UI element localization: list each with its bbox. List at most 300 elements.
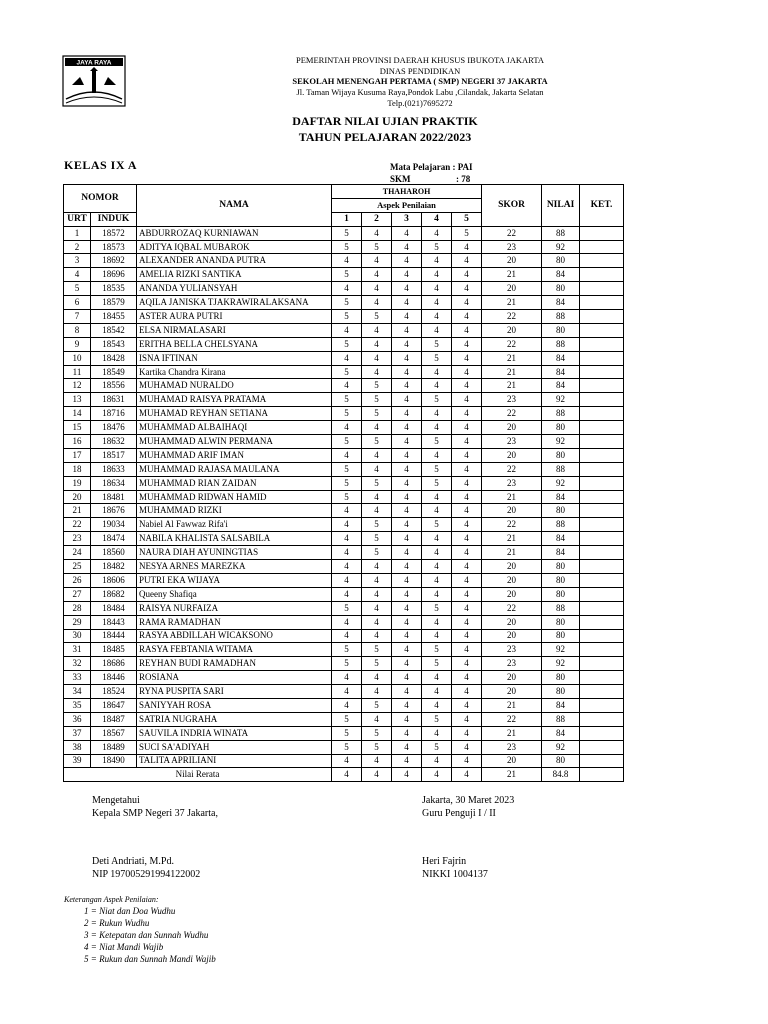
row-induk: 18682 (91, 587, 137, 601)
row-nilai: 92 (542, 657, 580, 671)
row-nama: MUHAMMAD RIAN ZAIDAN (137, 476, 332, 490)
row-aspek-2: 5 (362, 546, 392, 560)
row-nama: RASYA FEBTANIA WITAMA (137, 643, 332, 657)
row-induk: 18489 (91, 740, 137, 754)
row-aspek-2: 4 (362, 504, 392, 518)
header-address: Jl. Taman Wijaya Kusuma Raya,Pondok Labu ,Cilandak, Jakarta Selatan (296, 87, 544, 97)
row-aspek-4: 5 (422, 601, 452, 615)
row-skor: 22 (482, 226, 542, 240)
row-skor: 20 (482, 685, 542, 699)
row-skor: 21 (482, 490, 542, 504)
row-induk: 18487 (91, 712, 137, 726)
row-aspek-3: 4 (392, 546, 422, 560)
row-aspek-4: 4 (422, 698, 452, 712)
row-aspek-2: 4 (362, 754, 392, 768)
average-label: Nilai Rerata (64, 768, 332, 782)
sig-right-date: Jakarta, 30 Maret 2023 (422, 795, 515, 806)
row-aspek-5: 4 (452, 532, 482, 546)
grades-table (63, 184, 624, 782)
row-aspek-2: 4 (362, 337, 392, 351)
row-urt: 1 (64, 226, 91, 240)
row-urt: 7 (64, 310, 91, 324)
row-urt: 18 (64, 462, 91, 476)
row-aspek-1: 5 (332, 240, 362, 254)
legend-item: 4 = Niat Mandi Wajib (84, 942, 164, 952)
row-urt: 15 (64, 421, 91, 435)
row-nilai: 84 (542, 532, 580, 546)
table-row (64, 601, 624, 615)
row-nama: REYHAN BUDI RAMADHAN (137, 657, 332, 671)
row-nilai: 84 (542, 351, 580, 365)
row-ket (580, 573, 624, 587)
row-aspek-4: 4 (422, 629, 452, 643)
row-aspek-4: 4 (422, 254, 452, 268)
row-nilai: 84 (542, 490, 580, 504)
row-aspek-4: 5 (422, 476, 452, 490)
header-aspek-4: 4 (422, 212, 452, 226)
table-row (64, 615, 624, 629)
row-skor: 23 (482, 393, 542, 407)
row-aspek-5: 4 (452, 282, 482, 296)
row-aspek-5: 4 (452, 685, 482, 699)
row-urt: 17 (64, 448, 91, 462)
row-aspek-4: 4 (422, 296, 452, 310)
row-nama: ASTER AURA PUTRI (137, 310, 332, 324)
header-school-name: SEKOLAH MENENGAH PERTAMA ( SMP) NEGERI 37 JAKARTA (292, 76, 548, 86)
row-urt: 37 (64, 726, 91, 740)
row-aspek-4: 4 (422, 754, 452, 768)
row-urt: 35 (64, 698, 91, 712)
average-aspek-3: 4 (392, 768, 422, 782)
row-aspek-3: 4 (392, 532, 422, 546)
row-urt: 34 (64, 685, 91, 699)
row-urt: 29 (64, 615, 91, 629)
row-aspek-5: 4 (452, 560, 482, 574)
row-urt: 24 (64, 546, 91, 560)
row-nilai: 88 (542, 226, 580, 240)
row-aspek-2: 4 (362, 560, 392, 574)
row-ket (580, 226, 624, 240)
row-urt: 14 (64, 407, 91, 421)
row-nilai: 80 (542, 587, 580, 601)
row-urt: 38 (64, 740, 91, 754)
row-ket (580, 351, 624, 365)
row-nama: RAMA RAMADHAN (137, 615, 332, 629)
row-aspek-4: 5 (422, 518, 452, 532)
row-nama: SUCI SA'ADIYAH (137, 740, 332, 754)
row-ket (580, 712, 624, 726)
row-aspek-3: 4 (392, 601, 422, 615)
table-row (64, 310, 624, 324)
row-aspek-4: 5 (422, 462, 452, 476)
row-aspek-5: 4 (452, 310, 482, 324)
row-aspek-5: 4 (452, 351, 482, 365)
table-row (64, 337, 624, 351)
row-aspek-1: 4 (332, 282, 362, 296)
table-row (64, 365, 624, 379)
row-nilai: 80 (542, 685, 580, 699)
row-nilai: 84 (542, 379, 580, 393)
row-aspek-1: 5 (332, 226, 362, 240)
row-aspek-1: 5 (332, 310, 362, 324)
row-aspek-2: 4 (362, 282, 392, 296)
row-urt: 31 (64, 643, 91, 657)
row-aspek-3: 4 (392, 615, 422, 629)
row-aspek-3: 4 (392, 657, 422, 671)
row-induk: 19034 (91, 518, 137, 532)
row-induk: 18686 (91, 657, 137, 671)
row-nilai: 80 (542, 282, 580, 296)
row-aspek-4: 4 (422, 726, 452, 740)
row-aspek-2: 4 (362, 448, 392, 462)
row-aspek-5: 4 (452, 448, 482, 462)
legend-item: 5 = Rukun dan Sunnah Mandi Wajib (84, 954, 216, 964)
row-aspek-3: 4 (392, 560, 422, 574)
row-nilai: 84 (542, 365, 580, 379)
row-ket (580, 726, 624, 740)
row-aspek-2: 5 (362, 476, 392, 490)
row-aspek-3: 4 (392, 226, 422, 240)
row-aspek-4: 4 (422, 226, 452, 240)
row-nilai: 84 (542, 546, 580, 560)
row-induk: 18476 (91, 421, 137, 435)
header-aspek-2: 2 (362, 212, 392, 226)
row-aspek-1: 5 (332, 337, 362, 351)
row-aspek-3: 4 (392, 462, 422, 476)
row-aspek-5: 4 (452, 698, 482, 712)
average-aspek-5: 4 (452, 768, 482, 782)
row-aspek-4: 4 (422, 448, 452, 462)
row-aspek-2: 5 (362, 393, 392, 407)
row-aspek-3: 4 (392, 296, 422, 310)
row-aspek-4: 4 (422, 490, 452, 504)
row-induk: 18428 (91, 351, 137, 365)
row-ket (580, 296, 624, 310)
row-ket (580, 685, 624, 699)
row-aspek-1: 4 (332, 448, 362, 462)
row-aspek-1: 5 (332, 726, 362, 740)
row-aspek-2: 5 (362, 643, 392, 657)
row-nama: ELSA NIRMALASARI (137, 323, 332, 337)
row-aspek-5: 4 (452, 462, 482, 476)
row-nama: NESYA ARNES MAREZKA (137, 560, 332, 574)
row-aspek-5: 4 (452, 476, 482, 490)
table-row (64, 712, 624, 726)
row-nilai: 88 (542, 601, 580, 615)
average-aspek-4: 4 (422, 768, 452, 782)
row-aspek-3: 4 (392, 282, 422, 296)
row-aspek-3: 4 (392, 407, 422, 421)
row-aspek-3: 4 (392, 435, 422, 449)
row-ket (580, 337, 624, 351)
row-induk: 18634 (91, 476, 137, 490)
row-aspek-5: 4 (452, 712, 482, 726)
row-ket (580, 407, 624, 421)
row-aspek-5: 4 (452, 726, 482, 740)
row-nama: MUHAMMAD ARIF IMAN (137, 448, 332, 462)
table-row (64, 587, 624, 601)
row-urt: 4 (64, 268, 91, 282)
table-row (64, 407, 624, 421)
row-urt: 10 (64, 351, 91, 365)
row-aspek-2: 4 (362, 226, 392, 240)
row-aspek-5: 4 (452, 518, 482, 532)
row-skor: 23 (482, 740, 542, 754)
row-aspek-3: 4 (392, 726, 422, 740)
row-aspek-5: 4 (452, 421, 482, 435)
row-aspek-1: 5 (332, 657, 362, 671)
row-induk: 18535 (91, 282, 137, 296)
row-aspek-3: 4 (392, 254, 422, 268)
row-aspek-3: 4 (392, 573, 422, 587)
row-aspek-5: 4 (452, 393, 482, 407)
row-nama: SAUVILA INDRIA WINATA (137, 726, 332, 740)
jakarta-crest-logo (62, 55, 126, 107)
row-aspek-4: 4 (422, 573, 452, 587)
row-induk: 18455 (91, 310, 137, 324)
row-aspek-5: 4 (452, 337, 482, 351)
row-urt: 30 (64, 629, 91, 643)
header-aspek-1: 1 (332, 212, 362, 226)
row-induk: 18549 (91, 365, 137, 379)
row-aspek-1: 4 (332, 532, 362, 546)
row-skor: 22 (482, 518, 542, 532)
row-skor: 21 (482, 268, 542, 282)
row-aspek-3: 4 (392, 754, 422, 768)
row-aspek-1: 5 (332, 462, 362, 476)
row-ket (580, 448, 624, 462)
grade-rows (64, 226, 624, 768)
row-aspek-4: 4 (422, 379, 452, 393)
row-nama: ABDURROZAQ KURNIAWAN (137, 226, 332, 240)
row-aspek-4: 4 (422, 268, 452, 282)
row-aspek-2: 4 (362, 671, 392, 685)
table-row (64, 448, 624, 462)
row-aspek-2: 5 (362, 657, 392, 671)
row-ket (580, 421, 624, 435)
table-row (64, 379, 624, 393)
row-induk: 18443 (91, 615, 137, 629)
row-aspek-5: 4 (452, 546, 482, 560)
row-nilai: 92 (542, 643, 580, 657)
row-aspek-2: 4 (362, 587, 392, 601)
row-skor: 20 (482, 504, 542, 518)
row-urt: 9 (64, 337, 91, 351)
row-induk: 18606 (91, 573, 137, 587)
row-ket (580, 560, 624, 574)
row-aspek-5: 4 (452, 740, 482, 754)
row-skor: 23 (482, 476, 542, 490)
row-aspek-5: 4 (452, 615, 482, 629)
row-nama: MUHAMAD REYHAN SETIANA (137, 407, 332, 421)
row-induk: 18444 (91, 629, 137, 643)
row-nilai: 88 (542, 462, 580, 476)
table-row (64, 546, 624, 560)
row-aspek-3: 4 (392, 379, 422, 393)
row-aspek-4: 5 (422, 351, 452, 365)
row-aspek-5: 4 (452, 587, 482, 601)
header-nomor: NOMOR (64, 185, 137, 213)
row-nilai: 80 (542, 671, 580, 685)
row-aspek-5: 4 (452, 657, 482, 671)
row-urt: 12 (64, 379, 91, 393)
row-skor: 22 (482, 462, 542, 476)
row-induk: 18484 (91, 601, 137, 615)
row-urt: 3 (64, 254, 91, 268)
sig-left-nip: NIP 197005291994122002 (92, 869, 201, 880)
row-aspek-3: 4 (392, 698, 422, 712)
row-aspek-1: 4 (332, 351, 362, 365)
row-skor: 20 (482, 671, 542, 685)
row-nama: MUHAMMAD ALBAIHAQI (137, 421, 332, 435)
row-aspek-2: 4 (362, 268, 392, 282)
row-nilai: 92 (542, 476, 580, 490)
row-aspek-3: 4 (392, 643, 422, 657)
row-aspek-5: 4 (452, 268, 482, 282)
row-aspek-3: 4 (392, 337, 422, 351)
row-nilai: 80 (542, 573, 580, 587)
row-aspek-1: 4 (332, 573, 362, 587)
row-aspek-4: 5 (422, 240, 452, 254)
document-subtitle: TAHUN PELAJARAN 2022/2023 (298, 130, 472, 144)
header-skor: SKOR (482, 185, 542, 227)
row-aspek-5: 4 (452, 671, 482, 685)
row-ket (580, 365, 624, 379)
row-nilai: 92 (542, 740, 580, 754)
row-nama: SANIYYAH ROSA (137, 698, 332, 712)
legend-item: 3 = Ketepatan dan Sunnah Wudhu (84, 930, 209, 940)
row-urt: 32 (64, 657, 91, 671)
table-row (64, 726, 624, 740)
row-ket (580, 476, 624, 490)
row-skor: 21 (482, 532, 542, 546)
row-induk: 18517 (91, 448, 137, 462)
table-row (64, 518, 624, 532)
row-aspek-5: 4 (452, 365, 482, 379)
row-skor: 20 (482, 323, 542, 337)
row-urt: 25 (64, 560, 91, 574)
row-aspek-1: 4 (332, 685, 362, 699)
skm-value: : 78 (456, 174, 471, 184)
average-skor: 21 (482, 768, 542, 782)
row-aspek-5: 4 (452, 643, 482, 657)
sig-left-name: Deti Andriati, M.Pd. (92, 856, 174, 867)
row-nilai: 80 (542, 504, 580, 518)
row-nama: ERITHA BELLA CHELSYANA (137, 337, 332, 351)
row-nilai: 92 (542, 240, 580, 254)
row-nilai: 88 (542, 518, 580, 532)
row-aspek-1: 4 (332, 698, 362, 712)
row-ket (580, 268, 624, 282)
row-aspek-1: 4 (332, 518, 362, 532)
row-nama: TALITA APRILIANI (137, 754, 332, 768)
row-ket (580, 671, 624, 685)
row-urt: 13 (64, 393, 91, 407)
row-induk: 18485 (91, 643, 137, 657)
row-aspek-4: 4 (422, 615, 452, 629)
row-nama: MUHAMAD NURALDO (137, 379, 332, 393)
row-induk: 18633 (91, 462, 137, 476)
row-induk: 18579 (91, 296, 137, 310)
row-ket (580, 379, 624, 393)
table-row (64, 323, 624, 337)
row-aspek-3: 4 (392, 365, 422, 379)
row-aspek-2: 5 (362, 240, 392, 254)
row-aspek-2: 4 (362, 296, 392, 310)
row-induk: 18490 (91, 754, 137, 768)
row-aspek-3: 4 (392, 740, 422, 754)
row-nilai: 92 (542, 435, 580, 449)
row-nilai: 80 (542, 615, 580, 629)
row-skor: 21 (482, 726, 542, 740)
legend-item: 2 = Rukun Wudhu (84, 918, 150, 928)
row-ket (580, 546, 624, 560)
header-urt: URT (64, 212, 91, 226)
row-induk: 18481 (91, 490, 137, 504)
row-aspek-1: 5 (332, 393, 362, 407)
row-aspek-4: 4 (422, 546, 452, 560)
row-aspek-5: 4 (452, 296, 482, 310)
row-aspek-4: 5 (422, 643, 452, 657)
document-title: DAFTAR NILAI UJIAN PRAKTIK (292, 114, 478, 128)
row-skor: 23 (482, 657, 542, 671)
row-skor: 20 (482, 448, 542, 462)
row-induk: 18573 (91, 240, 137, 254)
row-nilai: 92 (542, 393, 580, 407)
row-nama: ROSIANA (137, 671, 332, 685)
row-ket (580, 282, 624, 296)
logo-label: JAYA RAYA (76, 59, 112, 67)
row-aspek-2: 4 (362, 615, 392, 629)
table-row (64, 671, 624, 685)
row-urt: 22 (64, 518, 91, 532)
table-row (64, 740, 624, 754)
row-aspek-4: 5 (422, 740, 452, 754)
table-row (64, 254, 624, 268)
table-row (64, 351, 624, 365)
header-aspek: Aspek Penilaian (332, 198, 482, 212)
row-nilai: 84 (542, 726, 580, 740)
row-urt: 23 (64, 532, 91, 546)
row-urt: 2 (64, 240, 91, 254)
row-aspek-5: 5 (452, 226, 482, 240)
row-skor: 20 (482, 587, 542, 601)
row-urt: 19 (64, 476, 91, 490)
row-aspek-1: 5 (332, 365, 362, 379)
row-skor: 21 (482, 379, 542, 393)
row-ket (580, 698, 624, 712)
row-ket (580, 504, 624, 518)
table-row (64, 421, 624, 435)
row-aspek-2: 4 (362, 573, 392, 587)
header-government: PEMERINTAH PROVINSI DAERAH KHUSUS IBUKOTA JAKARTA (296, 55, 544, 65)
row-aspek-2: 4 (362, 490, 392, 504)
row-induk: 18647 (91, 698, 137, 712)
row-nama: ANANDA YULIANSYAH (137, 282, 332, 296)
row-aspek-5: 4 (452, 573, 482, 587)
sig-left-role: Kepala SMP Negeri 37 Jakarta, (92, 808, 218, 819)
row-nama: MUHAMMAD RIDWAN HAMID (137, 490, 332, 504)
row-aspek-2: 5 (362, 407, 392, 421)
row-skor: 20 (482, 573, 542, 587)
row-nilai: 80 (542, 254, 580, 268)
row-skor: 22 (482, 337, 542, 351)
row-ket (580, 643, 624, 657)
row-nama: NABILA KHALISTA SALSABILA (137, 532, 332, 546)
row-aspek-4: 5 (422, 657, 452, 671)
row-aspek-2: 4 (362, 685, 392, 699)
average-aspek-2: 4 (362, 768, 392, 782)
